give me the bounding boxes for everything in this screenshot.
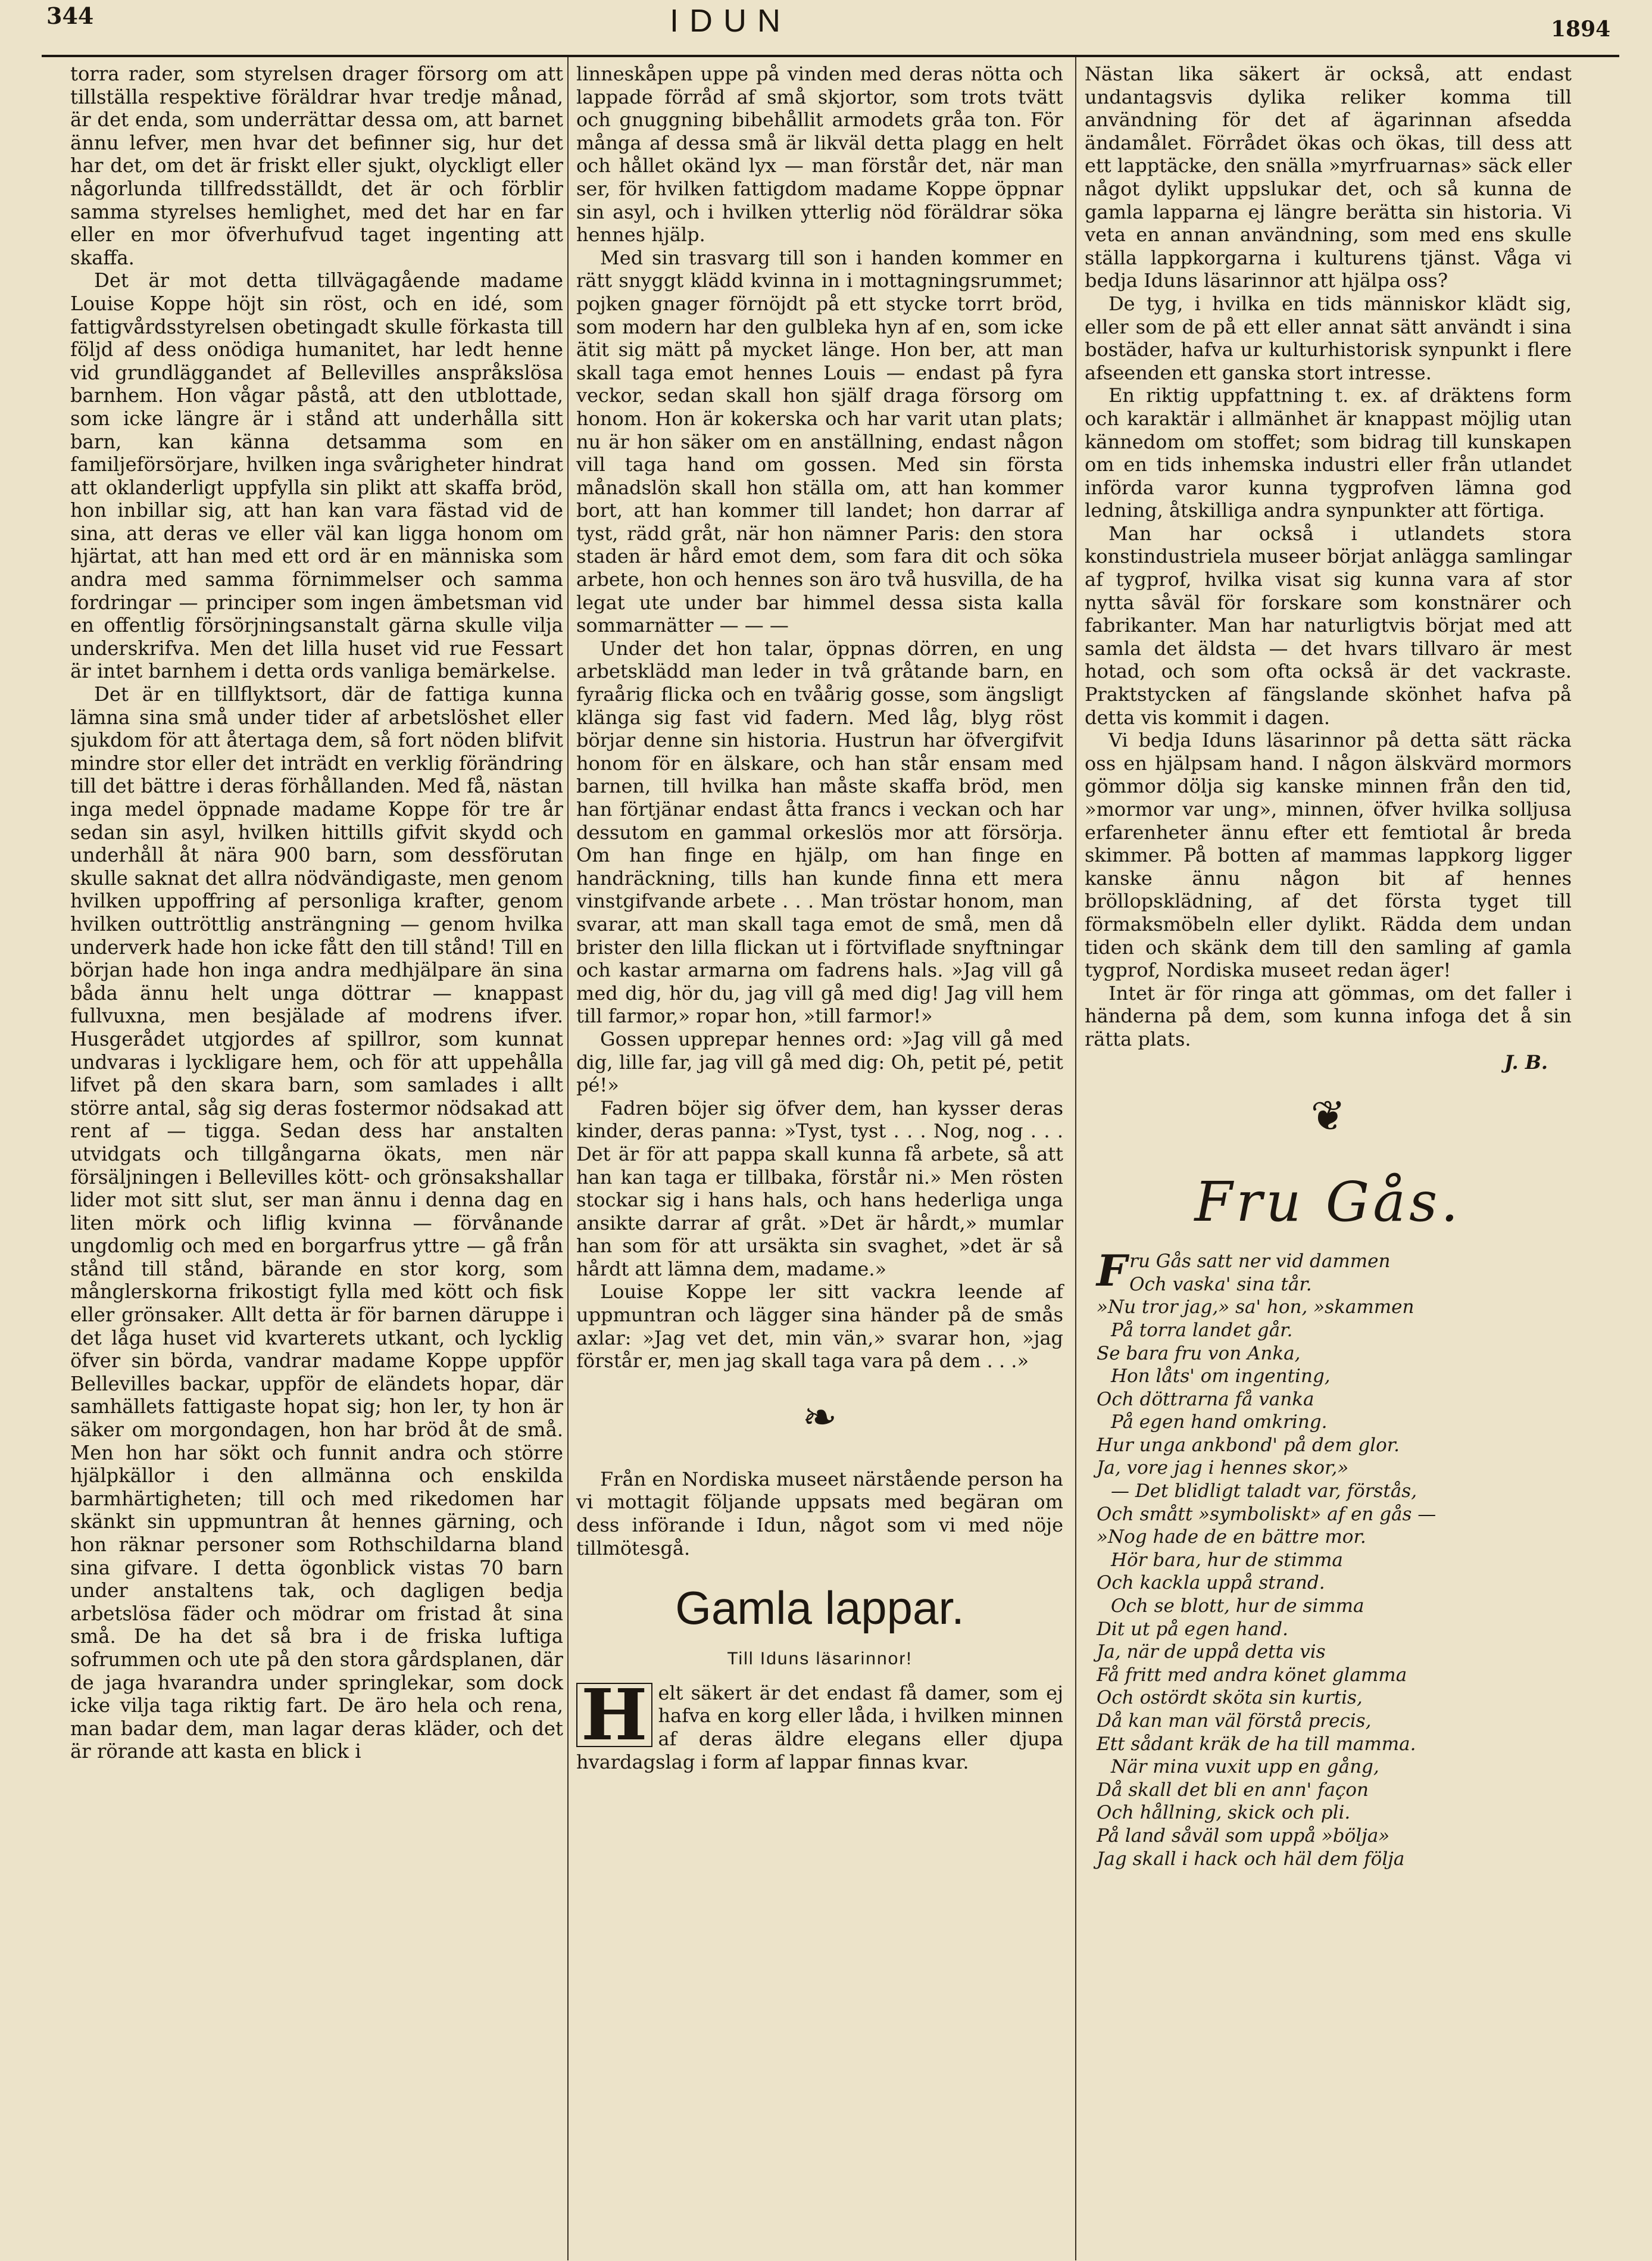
paragraph: Nästan lika säkert är också, att endast undantagsvis dylika reliker komma till användning för det af ägarinnan afsedda ändamålet. Förrådet ökas och ökas, till dess att ett lapptäcke, den snälla »myrfruarnas» säck eller något dylikt uppslukar det, och så kunna de gamla lapparna ej längre berätta sin historia. Vi veta en annan användning, som med ens skulle ställa lappkorgarna i kulturens tjänst. Våga vi bedja Iduns läsarinnor att hjälpa oss?	[1085, 63, 1572, 292]
column-2-text	[576, 63, 1063, 1773]
fleuron-ornament-icon: ❧	[802, 1392, 838, 1442]
poem-title: Fru Gås.	[1194, 1170, 1462, 1234]
poem-line: Och vaska' sina tår.	[1129, 1273, 1312, 1295]
poem-line: Och ostördt sköta sin kurtis,	[1097, 1687, 1363, 1709]
poem-line: Dit ut på egen hand.	[1097, 1618, 1289, 1640]
header-rule	[42, 55, 1619, 57]
poem-line: På land såväl som uppå »bölja»	[1097, 1825, 1390, 1847]
poem-line: Och döttrarna få vanka	[1097, 1388, 1314, 1410]
paragraph: Det är mot detta tillvägagående madame Louise Koppe höjt sin röst, och en idé, som fattigvårdsstyrelsen obetingadt skulle förkasta till följd af dess onödiga humanitet, har ledt henne vid grundläggandet af Bellevilles anspråkslösa barnhem. Hon vågar påstå, att den utblottade, som icke längre är i stånd att underhålla sitt barn, kan känna detsamma som en familjeförsörjare, hvilken inga svårigheter hindrat att oklanderligt uppfylla sin plikt att skaffa bröd, hon inbillar sig, att han kan vara fästad vid de sina, att deras ve eller väl kan ligga honom om hjärtat, att han med ett ord är en människa som andra med samma förnimmelser och samma fordringar — principer som ingen ämbetsman vid en offentlig försörjningsanstalt gärna skulle vilja underskrifva. Men det lilla huset vid rue Fessart är intet barnhem i detta ords vanliga bemärkelse.	[70, 269, 563, 683]
poem-line: Hur unga ankbond' på dem glor.	[1097, 1434, 1400, 1456]
poem	[1085, 1245, 1572, 1870]
paragraph: linneskåpen uppe på vinden med deras nötta och lappade förråd af små skjortor, som trots tvätt och gnuggning bibehållit armodets gråa ton. För många af dessa små är likväl detta plagg en helt och hållet okänd lyx — man förstår det, när man ser, för hvilken fattigdom madame Koppe öppnar sin asyl, och i hvilken ytterlig nöd föräldrar söka hennes hjälp.	[576, 63, 1063, 247]
poem-line: Och smått »symboliskt» af en gås —	[1097, 1503, 1436, 1525]
column-3	[1085, 63, 1572, 1870]
poem-line: Se bara fru von Anka,	[1097, 1342, 1301, 1364]
paragraph: Vi bedja Iduns läsarinnor på detta sätt räcka oss en hjälpsam hand. I någon älskvärd mormors gömmor dölja sig kanske minnen från den tid, »mormor var ung», minnen, öfver hvilka solljusa erfarenheter ännu efter ett femtiotal år breda skimmer. På botten af mammas lappkorg ligger kanske ännu någon bit af hennes bröllopsklädning, af det första tyget till förmaksmöbeln eller dylikt. Rädda dem undan tiden och skänk dem till den samling af gamla tygprof, Nordiska museet redan äger!	[1085, 729, 1572, 982]
poem-line: Ett sådant kräk de ha till mamma.	[1097, 1733, 1416, 1755]
page-number: 344	[46, 2, 94, 29]
poem-line: På egen hand omkring.	[1111, 1411, 1328, 1433]
article-opening-text: elt säkert är det endast få damer, som ej hafva en korg eller låda, i hvilken minnen af deras äldre elegans eller djupa hvardagslag i form af lappar finnas kvar.	[576, 1681, 1063, 1773]
poem-line: Hon låts' om ingenting,	[1111, 1365, 1331, 1387]
poem-line: Och se blott, hur de simma	[1111, 1595, 1364, 1617]
paragraph: De tyg, i hvilka en tids människor klädt sig, eller som de på ett eller annat sätt användt i sina bostäder, hafva ur kulturhistorisk synpunkt i flere afseenden ett ganska stort intresse.	[1085, 292, 1572, 384]
paragraph: Gossen upprepar hennes ord: »Jag vill gå med dig, lille far, jag vill gå med dig: Oh, petit pé, petit pé!»	[576, 1027, 1063, 1097]
column-1	[70, 63, 563, 1763]
poem-line: På torra landet går.	[1111, 1319, 1293, 1341]
paragraph: Fadren böjer sig öfver dem, han kysser deras kinder, deras panna: »Tyst, tyst . . . Nog, nog . . . Det är för att pappa skall kunna få arbete, så att han kan taga er tillbaka, förstår ni.» Men rösten stockar sig i hans hals, och hans hederliga unga ansikte darrar af gråt. »Det är hårdt,» mumlar han som för att ursäkta sin svaghet, »det är så hårdt att lämna dem, madame.»	[576, 1096, 1063, 1280]
poem-line: Ja, vore jag i hennes skor,»	[1097, 1457, 1349, 1479]
paragraph: En riktig uppfattning t. ex. af dräktens form och karaktär i allmänhet är knappast möjlig utan kännedom om stoffet; som bidrag till kunskapen om en tids inhemska industri eller från utlandet införda varor kunna tygprofven lämna god ledning, åtskilliga andra synpunkter att förtiga.	[1085, 384, 1572, 522]
poem-drop-cap: F	[1097, 1245, 1128, 1296]
article-subtitle: Till Iduns läsarinnor!	[727, 1649, 913, 1669]
poem-line: Hör bara, hur de stimma	[1111, 1549, 1343, 1571]
poem-line: Fru Gås satt ner vid dammen	[1097, 1245, 1391, 1296]
paragraph: torra rader, som styrelsen drager försorg om att tillställa respektive föräldrar hvar tredje månad, är det enda, som underrättar dessa om, att barnet ännu lefver, men hvar det befinner sig, hur det har det, om det är friskt eller sjukt, olyckligt eller någorlunda tillfredsställdt, det är och förblir samma styrelses hemlighet, med det har en far eller en mor öfverhufvud taget ingenting att skaffa.	[70, 63, 563, 269]
masthead-title: IDUN	[670, 3, 791, 39]
column-1-text	[70, 63, 563, 1763]
poem-line: Och kackla uppå strand.	[1097, 1572, 1325, 1594]
article-title: Gamla lappar.	[675, 1582, 964, 1635]
editor-intro: Från en Nordiska museet närstående person ha vi mottagit följande uppsats med begäran om dess införande i Idun, något som vi med nöje tillmötesgå.	[576, 1467, 1063, 1560]
article-opening	[576, 1673, 1063, 1773]
drop-cap: H	[576, 1683, 652, 1747]
poem-line: Ja, när de uppå detta vis	[1097, 1641, 1326, 1663]
poem-line: Jag skall i hack och häl dem följa	[1097, 1848, 1405, 1870]
paragraph: Det är en tillflyktsort, där de fattiga kunna lämna sina små under tider af arbetslöshet eller sjukdom för att återtaga dem, så fort nöden blifvit mindre stor eller det inträdt en verklig förändring till det bättre i deras förhållanden. Med få, nästan inga medel öppnade madame Koppe för tre år sedan sin asyl, hvilken hittills gifvit skydd och underhåll åt nära 900 barn, som dessförutan skulle saknat det allra nödvändigaste, men genom hvilken uppoffring af personliga krafter, genom hvilken outtröttlig ansträngning — genom hvilka underverk hade hon icke fått den till stånd! Till en början hade hon inga andra medhjälpare än sina båda ännu helt unga döttrar — knappast fullvuxna, men besjälade af modrens ifver. Husgerådet utgjordes af spillror, som kunnat undvaras i lyckligare hem, och för att uppehålla lifvet på den skara barn, som samlades i allt större antal, såg sig deras fostermor nödsakad att rent af — tigga. Sedan dess har anstalten utvidgats och tillgångarna ökats, men när försäljningen i Bellevilles kött- och grönsakshallar lider mot sitt slut, ser man ännu i denna dag en liten mörk och liflig kvinna — förvånande ungdomlig och med en borgarfrus yttre — gå från stånd till stånd, bärande en stor korg, som månglerskorna frikostigt fylla med kött och fisk eller grönsaker. Allt detta är för barnen däruppe i det låga huset vid kvarterets utkant, och lycklig öfver sin börda, vandrar madame Koppe uppför Bellevilles backar, uppför de eländets hopar, där samhällets fattigaste hopat sig; hon ler, ty hon är säker om morgondagen, hon har bröd åt de små. Men hon har sökt och funnit andra och större hjälpkällor i den allmänna och enskilda barmhärtigheten; till och med rikedomen har skänkt sin uppmuntran åt hennes gärning, och hon räknar personer som Rothschildarna bland sina gifvare. I detta ögonblick vistas 70 barn under anstaltens tak, och dagligen bedja arbetslösa fäder och mödrar om fristad åt sina små. De ha det så bra i de friska luftiga sofrummen och ute på den stora gårdsplanen, där de jaga hvarandra under springlekar, som dock icke vilja taga riktig fart. De äro hela och rena, man badar dem, man lagar deras kläder, och det är rörande att kasta en blick i	[70, 683, 563, 1763]
paragraph: Under det hon talar, öppnas dörren, en ung arbetsklädd man leder in två gråtande barn, en fyraårig flicka och en tvåårig gosse, som ängsligt klänga sig fast vid fadern. Med låg, blyg röst börjar denne sin historia. Hustrun har öfvergifvit honom för en älskare, och han står ensam med barnen, till hvilka han måste skaffa bröd, men han förtjänar endast åtta francs i veckan och har dessutom en gammal orkeslös mor att försörja. Om han finge en hjälp, om han finge en handräckning, tills han kunde finna ett mera vinstgifvande arbete . . . Man tröstar honom, man svarar, att man skall taga emot de små, men då brister den lilla flickan ut i förtviflade snyftningar och kastar armarna om fadrens hals. »Jag vill gå med dig, hör du, jag vill gå med dig! Jag vill hem till farmor,» ropar hon, »till farmor!»	[576, 637, 1063, 1028]
page-year: 1894	[1551, 17, 1611, 42]
poem-line: Få fritt med andra könet glamma	[1097, 1664, 1407, 1686]
poem-line: Då kan man väl förstå precis,	[1097, 1710, 1372, 1732]
paragraph: Man har också i utlandets stora konstindustriela museer börjat anlägga samlingar af tygprof, hvilka visat sig kunna vara af stor nytta såväl för forskare som konstnärer och fabrikanter. Man har naturligtvis börjat med att samla det äldsta — det hvars tillvaro är mest hotad, och som ofta också är det vackraste. Praktstycken af fängslande skönhet hafva på detta vis kommit i dagen.	[1085, 522, 1572, 729]
column-divider-1	[567, 57, 569, 2260]
paragraph: Louise Koppe ler sitt vackra leende af uppmuntran och lägger sina händer på de smås axlar: »Jag vet det, min vän,» svarar hon, »jag förstår er, men jag skall taga vara på dem . . .»	[576, 1280, 1063, 1373]
swan-ornament-icon: ❦	[1310, 1091, 1346, 1141]
author-signature: J. B.	[1504, 1050, 1548, 1074]
poem-line: »Nu tror jag,» sa' hon, »skammen	[1097, 1296, 1414, 1318]
column-2	[576, 63, 1063, 1773]
poem-line: När mina vuxit upp en gång,	[1111, 1756, 1379, 1778]
column-3-text	[1085, 63, 1572, 1149]
poem-line: »Nog hade de en bättre mor.	[1097, 1526, 1366, 1548]
poem-line: Då skall det bli en ann' façon	[1097, 1779, 1369, 1801]
paragraph: Intet är för ringa att gömmas, om det faller i händerna på dem, som kunna infoga det å sin rätta plats.	[1085, 981, 1572, 1050]
column-divider-2	[1075, 57, 1076, 2260]
poem-line: Och hållning, skick och pli.	[1097, 1802, 1351, 1824]
paragraph: Med sin trasvarg till son i handen kommer en rätt snyggt klädd kvinna in i mottagningsrummet; pojken gnager förnöjdt på ett stycke torrt bröd, som modern har den gulbleka hyn af en, som icke ätit sig mätt på mycket länge. Hon ber, att man skall taga emot hennes Louis — endast på fyra veckor, sedan skall hon själf draga försorg om honom. Hon är kokerska och har varit utan plats; nu är hon säker om en anställning, endast någon vill taga hand om gossen. Med sin första månadslön skall hon ställa om, att han kommer bort, att han kommer till landet; hon darrar af tyst, rädd gråt, när hon nämner Paris: den stora staden är hård emot dem, som fara dit och söka arbete, hon och hennes son äro två husvilla, de ha legat ute under bar himmel dessa sista kalla sommarnätter — — —	[576, 246, 1063, 637]
poem-line: — Det blidligt taladt var, förstås,	[1111, 1480, 1417, 1502]
